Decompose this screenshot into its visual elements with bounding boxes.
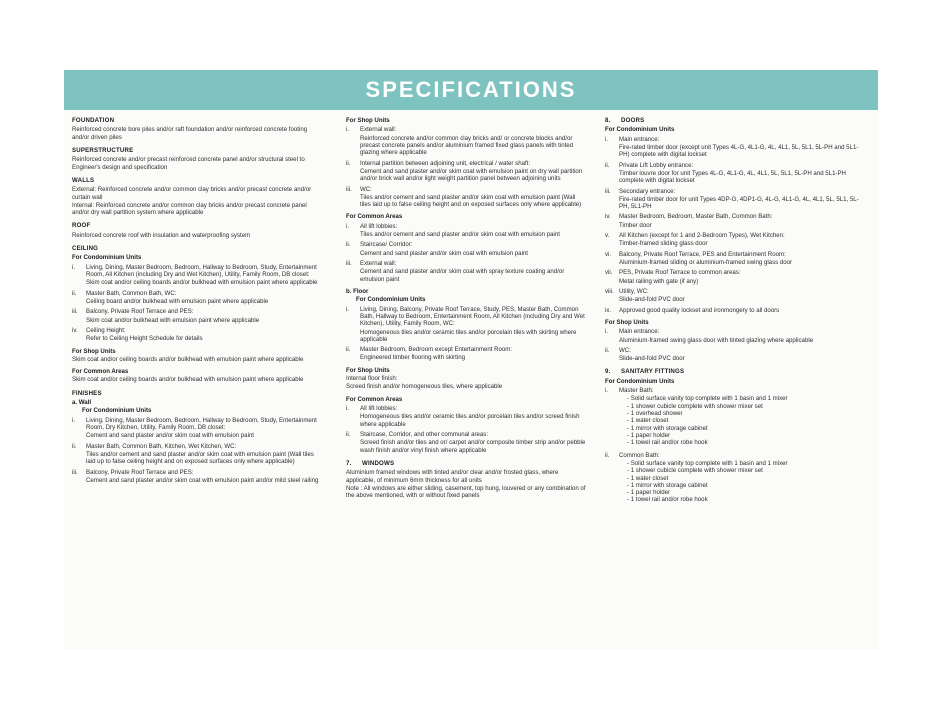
floor-subheading: b. Floor — [346, 287, 369, 295]
list-item: ii. Master Bath, Common Bath, WC: — [72, 289, 177, 297]
floor-common-subheading: For Common Areas — [346, 395, 403, 403]
doors-condo-subheading: For Condominium Units — [605, 126, 675, 134]
finishes-wall-subheading: a. Wall — [72, 399, 92, 407]
list-item: ii. Private Lift Lobby entrance: — [605, 161, 694, 169]
list-item: viii. Utility, WC: — [605, 287, 649, 295]
list-item: - 1 shower cubicle complete with shower mixer set — [627, 402, 763, 410]
walls-shop-subheading: For Shop Units — [346, 117, 390, 124]
list-item: - 1 mirror with storage cabinet — [627, 424, 708, 432]
ceiling-shop-text: Skim coat and/or ceiling boards and/or bulkhead with emulsion paint where applicable — [72, 355, 304, 363]
heading-windows: 7. WINDOWS — [346, 459, 395, 467]
list-item-desc: Cement and sand plaster and/or skim coat with emulsion paint and/or mild steel railing — [86, 476, 319, 484]
title-banner — [64, 70, 878, 110]
list-item-desc: Homogeneous tiles and/or ceramic tiles and/or porcelain tiles and/or screed finish where applicable — [360, 413, 580, 428]
list-item: i. Living, Dining, Master Bedroom, Bedroom, Hallway to Bedroom, Study, Entertainment Room, All Kitchen (including Dry and Wet Kitchen), Utility, Family Room, DB closet: — [72, 263, 317, 278]
list-item: i. Living, Dining, Balcony, Private Roof Terrace, Study, PES, Master Bath, Common Bath, Hallway to Bedroom, Entertainment Room, All Kitchen (including Dry and Wet Kitchen), Utility, Family Room, WC: — [346, 305, 585, 328]
document-page — [64, 70, 878, 650]
list-item-desc: Ceiling board and/or bulkhead with emulsion paint where applicable — [86, 297, 269, 305]
finishes-condo-subheading: For Condominium Units — [82, 407, 152, 415]
floor-shop-subheading: For Shop Units — [346, 366, 390, 374]
list-item: vii. PES, Private Roof Terrace to common areas: — [605, 269, 741, 277]
list-item: - 1 shower cubicle complete with shower mixer set — [627, 467, 763, 475]
list-item: i. All lift lobbies: — [346, 405, 398, 412]
list-item-desc: Aluminium-framed sliding or aluminium-framed swing glass door — [619, 259, 793, 266]
finishes-condo-list — [72, 417, 320, 485]
heading-foundation: FOUNDATION — [72, 117, 115, 124]
list-item: v. All Kitchen (except for 1 and 2-Bedroom Types), Wet Kitchen: — [605, 232, 785, 240]
heading-ceiling: CEILING — [72, 245, 99, 253]
list-item: - 1 paper holder — [627, 489, 671, 497]
heading-superstructure: SUPERSTRUCTURE — [72, 146, 134, 154]
list-item: i. Master Bath: — [605, 387, 654, 395]
list-item-desc: Tiles and/or cement and sand plaster and/or skim coat with emulsion paint (Wall tiles laid up to false ceiling height and on exposed surfaces only where applicable) — [86, 450, 314, 466]
list-item: i. All lift lobbies: — [346, 222, 398, 230]
walls-internal-text: Internal: Reinforced concrete and/or common clay bricks and/or precast concrete panel and/or dry wall partition system where applicable — [72, 201, 307, 217]
ceiling-condo-list — [72, 264, 320, 343]
list-item: ii. WC: — [605, 346, 631, 354]
list-item: - 1 paper holder — [627, 431, 671, 439]
floor-shop-title: Internal floor finish: — [346, 375, 398, 383]
list-item: - 1 towel rail and/or robe hook — [627, 439, 708, 447]
list-item: ii. Master Bath, Common Bath, Kitchen, Wet Kitchen, WC: — [72, 442, 237, 450]
master-bath-fittings-list — [627, 395, 860, 446]
list-item: iii. External wall: — [346, 260, 397, 267]
ceiling-common-subheading: For Common Areas — [72, 368, 129, 376]
list-item-desc: Skim coat and/or bulkhead with emulsion paint where applicable — [86, 316, 260, 324]
list-item-desc: Cement and sand plaster and/or skim coat with emulsion paint on dry wall partition and/or brick wall and/or light weight partition panel between adjoining units — [360, 167, 583, 183]
list-item-desc: Metal railing with gate (if any) — [619, 277, 699, 285]
column-right — [605, 117, 860, 504]
list-item-desc: Tiles and/or cement and sand plaster and/or skim coat with emulsion paint — [360, 231, 560, 239]
heading-finishes: FINISHES — [72, 389, 102, 397]
doors-shop-subheading: For Shop Units — [605, 318, 649, 326]
heading-sanitary-fittings: 9. SANITARY FITTINGS — [605, 368, 685, 376]
floor-shop-text: Screed finish and/or homogeneous tiles, where applicable — [346, 383, 503, 391]
list-item: ii. Common Bath: — [605, 451, 660, 459]
walls-common-subheading: For Common Areas — [346, 213, 403, 221]
list-item-desc: Slide-and-fold PVC door — [619, 296, 685, 304]
list-item-desc: Slide-and-fold PVC door — [619, 355, 685, 363]
common-bath-fittings-list — [627, 460, 860, 504]
ceiling-condo-subheading: For Condominium Units — [72, 254, 142, 262]
foundation-text: Reinforced concrete bore piles and/or raft foundation and/or reinforced concrete footing and/or driven piles — [72, 126, 308, 141]
list-item-desc: Engineered timber flooring with skirting — [360, 354, 465, 362]
list-item-desc: Cement and sand plaster and/or skim coat with spray texture coating and/or emulsion paint — [360, 268, 565, 283]
list-item: - 1 mirror with storage cabinet — [627, 481, 708, 489]
list-item-desc: Tiles and/or cement and sand plaster and/or skim coat with emulsion paint (Wall tiles laid up to false ceiling height and on exposed surfaces only where applicable) — [360, 193, 582, 209]
superstructure-text: Reinforced concrete and/or precast reinforced concrete panel and/or structural steel to Engineer's design and specification — [72, 156, 305, 171]
list-item-desc: Timber louvre door for unit Types 4L-G, 4L1-G, 4L, 4L1, 5L, 5L1, 5L-PH and 5L1-PH complete with digital lockset — [619, 169, 846, 185]
list-item: i. External wall: — [346, 126, 397, 134]
list-item: - 1 overhead shower — [627, 410, 683, 417]
column-left — [72, 117, 320, 487]
list-item: iv. Master Bedroom, Bedroom, Master Bath, Common Bath: — [605, 213, 773, 221]
doors-condo-list — [605, 136, 860, 314]
list-item: vi. Balcony, Private Roof Terrace, PES and Entertainment Room: — [605, 250, 786, 258]
list-item: i. Main entrance: — [605, 328, 660, 336]
list-item-desc: Aluminium-framed swing glass door with tinted glazing where applicable — [619, 336, 814, 344]
list-item-desc: Screed finish and/or tiles and or/ carpet and/or composite timber strip and/or pebble wash finish and/or vinyl finish where applicable — [360, 439, 586, 454]
list-item: ix. Approved good quality lockset and ironmongery to all doors — [605, 306, 780, 314]
list-item-desc: Cement and sand plaster and/or skim coat with emulsion paint — [360, 249, 529, 257]
heading-roof: ROOF — [72, 222, 91, 230]
sanitary-condo-subheading: For Condominium Units — [605, 377, 675, 385]
list-item: ii. Master Bedroom, Bedroom except Entertainment Room: — [346, 346, 513, 354]
list-item-desc: Timber-framed sliding glass door — [619, 240, 708, 248]
list-item: - Solid surface vanity top complete with 1 basin and 1 mixer — [627, 395, 788, 403]
list-item: - 1 towel rail and/or robe hook — [627, 496, 708, 504]
list-item: - Solid surface vanity top complete with 1 basin and 1 mixer — [627, 459, 788, 467]
list-item: iv. Ceiling Height: — [72, 326, 126, 334]
list-item: ii. Staircase/ Corridor: — [346, 241, 413, 249]
list-item-desc: Timber door — [619, 221, 652, 229]
list-item-desc: Cement and sand plaster and/or skim coat with emulsion paint — [86, 432, 255, 440]
heading-doors: 8. DOORS — [605, 117, 645, 124]
floor-condo-subheading: For Condominium Units — [356, 296, 426, 304]
list-item: ii. Staircase, Corridor, and other communal areas: — [346, 430, 489, 438]
windows-text: Aluminium framed windows with tinted and/or clear and/or frosted glass, where applicable, of minimum 6mm thickness for all units — [346, 469, 559, 484]
list-item-desc: Reinforced concrete and/or common clay bricks and/ or concrete blocks and/or precast concrete panels and/or aluminium framed fixed glass panels with tinted glazing where applicable — [360, 134, 574, 157]
list-item: - 1 water closet — [627, 417, 669, 425]
list-item: iii. Balcony, Private Roof Terrace and PES: — [72, 468, 194, 476]
list-item-desc: Fire-rated timber door for unit Types 4DP-G, 4DP1-G, 4L-G, 4L1-G, 4L, 4L1, 5L, 5L1, 5L-PH, 5L1-PH — [619, 195, 859, 211]
list-item: ii. Internal partition between adjoining unit, electrical / water shaft: — [346, 159, 531, 167]
column-middle — [346, 117, 587, 500]
list-item-desc: Homogeneous tiles and/or ceramic tiles and/or porcelain tiles with skirting where applicable — [360, 328, 577, 343]
list-item: iii. Secondary entrance: — [605, 187, 676, 195]
list-item-desc: Fire-rated timber door (except unit Types 4L-G, 4L1-G, 4L, 4L1, 5L, 5L1, 5L-PH and 5L1- PH) complete with digital lockset — [619, 143, 859, 159]
heading-walls: WALLS — [72, 176, 95, 184]
roof-text: Reinforced concrete roof with insulation and waterproofing system — [72, 231, 251, 239]
list-item: - 1 water closet — [627, 474, 669, 482]
list-item-desc: Refer to Ceiling Height Schedule for details — [86, 335, 203, 343]
page-title: SPECIFICATIONS — [365, 77, 577, 102]
windows-note: Note : All windows are either sliding, casement, top hung, louvered or any combination of the above mentioned, with or without fixed panels — [346, 484, 586, 500]
ceiling-common-text: Skim coat and/or ceiling boards and/or bulkhead with emulsion paint where applicable — [72, 376, 304, 384]
ceiling-shop-subheading: For Shop Units — [72, 347, 116, 355]
list-item-desc: Skim coat and/or ceiling boards and/or bulkhead with emulsion paint where applicable — [86, 279, 318, 287]
list-item: i. Main entrance: — [605, 135, 660, 143]
walls-external-text: External: Reinforced concrete and/or common clay bricks and/or precast concrete and/or curtain wall — [72, 186, 312, 201]
list-item: iii. WC: — [346, 185, 372, 193]
list-item: iii. Balcony, Private Roof Terrace and PES: — [72, 308, 194, 316]
list-item: i. Living, Dining, Master Bedroom, Bedroom, Hallway to Bedroom, Study, Entertainment Room, Dry Kitchen, Utility, Family Room, DB closet: — [72, 416, 317, 431]
